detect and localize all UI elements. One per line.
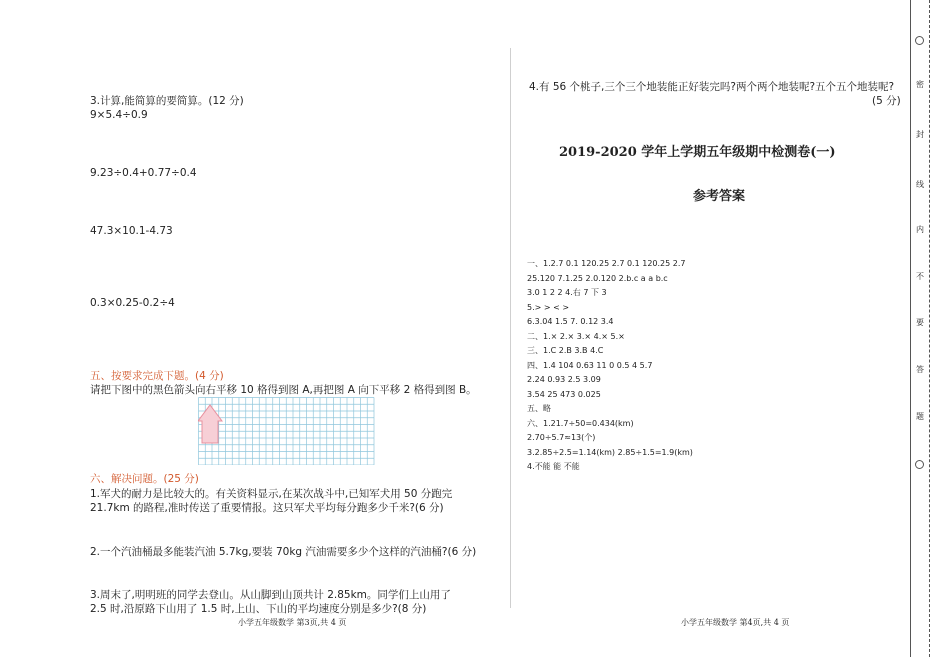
question-6-4-line1: 4.有 56 个桃子,三个三个地装能正好装完吗?两个两个地装呢?五个五个地装呢? [529, 81, 895, 93]
answer-line: 二、1.× 2.× 3.× 4.× 5.× [527, 331, 625, 341]
section-5-title: 五、按要求完成下题。(4 分) [90, 370, 224, 382]
grid-lines [199, 398, 375, 466]
answer-line: 四、1.4 104 0.63 11 0 0.5 4 5.7 [527, 360, 653, 370]
section-5-text: 请把下图中的黑色箭头向右平移 10 格得到图 A,再把图 A 向下平移 2 格得到图 B。 [90, 384, 477, 396]
binding-dashed-line [929, 0, 930, 657]
answer-line: 六、1.21.7÷50=0.434(km) [527, 418, 634, 428]
left-page-footer: 小学五年级数学 第3页,共 4 页 [238, 618, 347, 627]
answer-subtitle: 参考答案 [693, 189, 746, 204]
answer-line: 三、1.C 2.B 3.B 4.C [527, 346, 604, 355]
binding-char: 封 [916, 130, 924, 139]
question-6-2: 2.一个汽油桶最多能装汽油 5.7kg,要装 70kg 汽油需要多少个这样的汽油桶?(6 分) [90, 546, 477, 558]
question-6-4-score: (5 分) [872, 95, 901, 107]
answer-line: 5.> > < > [527, 302, 570, 312]
question-6-1-line1: 1.军犬的耐力是比较大的。有关资料显示,在某次战斗中,已知军犬用 50 分跑完 [90, 488, 453, 500]
binding-circle-bottom [915, 460, 924, 469]
answer-line: 4.不能 能 不能 [527, 462, 580, 471]
answer-line: 6.3.04 1.5 7. 0.12 3.4 [527, 317, 614, 326]
binding-char: 答 [916, 365, 924, 374]
binding-char: 不 [916, 272, 924, 281]
expression-1: 9×5.4÷0.9 [90, 109, 148, 121]
binding-char: 线 [916, 180, 924, 189]
binding-char: 要 [916, 318, 924, 327]
answer-line: 3.0 1 2 2 4.右 7 下 3 [527, 288, 607, 297]
question-6-1-line2: 21.7km 的路程,准时传送了重要情报。这只军犬平均每分跑多少千米?(6 分) [90, 502, 444, 514]
question-6-3-line1: 3.周末了,明明班的同学去登山。从山脚到山顶共计 2.85km。同学们上山用了 [90, 589, 451, 601]
page-divider [510, 48, 511, 608]
binding-solid-line [910, 0, 911, 657]
expression-4: 0.3×0.25-0.2÷4 [90, 297, 175, 309]
question-3-title: 3.计算,能简算的要简算。(12 分) [90, 95, 244, 107]
expression-3: 47.3×10.1-4.73 [90, 225, 173, 237]
answer-line: 2.70÷5.7≈13(个) [527, 433, 596, 442]
answer-line: 2.24 0.93 2.5 3.09 [527, 375, 601, 384]
question-6-3-line2: 2.5 时,沿原路下山用了 1.5 时,上山、下山的平均速度分别是多少?(8 分) [90, 603, 427, 615]
binding-char: 内 [916, 225, 924, 234]
translation-grid [198, 397, 378, 465]
answer-title: 2019-2020 学年上学期五年级期中检测卷(一) [559, 145, 836, 160]
answer-line: 一、1.2.7 0.1 120.25 2.7 0.1 120.25 2.7 [527, 259, 686, 268]
binding-char: 题 [916, 412, 924, 421]
binding-circle-top [915, 36, 924, 45]
section-6-title: 六、解决问题。(25 分) [90, 473, 199, 485]
answer-line: 3.2.85÷2.5=1.14(km) 2.85÷1.5=1.9(km) [527, 447, 693, 457]
expression-2: 9.23÷0.4+0.77÷0.4 [90, 167, 197, 179]
answer-line: 五、略 [527, 404, 551, 413]
answer-line: 25.120 7.1.25 2.0.120 2.b.c a a b.c [527, 273, 668, 283]
binding-char: 密 [916, 80, 924, 89]
right-page-footer: 小学五年级数学 第4页,共 4 页 [681, 618, 790, 627]
answer-line: 3.54 25 473 0.025 [527, 389, 601, 399]
